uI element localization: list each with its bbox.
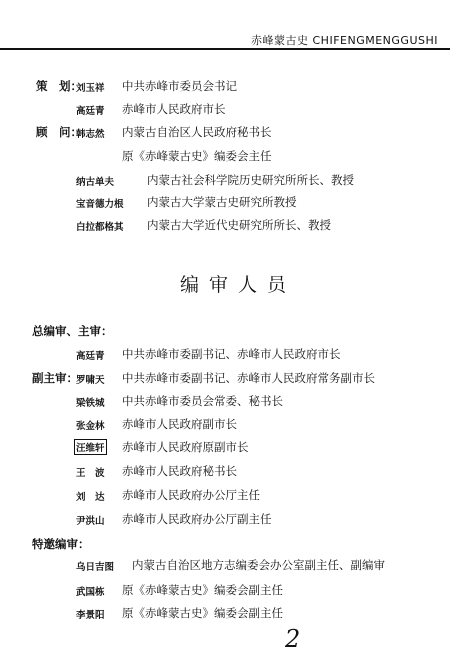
chief-editor-name: 高廷青 xyxy=(76,351,105,362)
special-title-3: 原《赤峰蒙古史》编委会副主任 xyxy=(122,606,283,620)
deputy-title-2: 中共赤峰市委员会常委、秘书长 xyxy=(122,394,283,408)
advisor-title-4: 内蒙古大学近代史研究所所长、教授 xyxy=(147,218,331,232)
special-name-3: 李景阳 xyxy=(76,610,105,621)
deputy-title-6: 赤峰市人民政府办公厅主任 xyxy=(122,488,260,502)
deputy-name-2: 梁铁城 xyxy=(76,398,105,409)
deputy-name-5: 王 波 xyxy=(76,468,105,479)
chief-editor-label: 总编审、主审： xyxy=(32,324,113,338)
special-name-1: 乌日吉图 xyxy=(76,562,115,573)
advisor-title-1b: 原《赤峰蒙古史》编委会主任 xyxy=(122,149,272,163)
special-editor-label: 特邀编审： xyxy=(32,537,90,551)
page-number: 2 xyxy=(285,625,301,653)
deputy-title-1: 中共赤峰市委副书记、赤峰市人民政府常务副市长 xyxy=(122,371,375,385)
deputy-name-6: 刘 达 xyxy=(76,492,105,503)
advisor-name-2: 纳古单夫 xyxy=(76,177,115,188)
deputy-title-7: 赤峰市人民政府办公厅副主任 xyxy=(122,512,272,526)
editorial-heading: 编审人员 xyxy=(180,274,297,296)
deputy-name-1: 罗啸天 xyxy=(76,375,105,386)
deputy-name-4: 汪维轩 xyxy=(74,439,107,455)
deputy-name-3: 张金林 xyxy=(76,421,105,432)
special-name-2: 武国栋 xyxy=(76,587,105,598)
planning-title-2: 赤峰市人民政府市长 xyxy=(122,102,226,116)
advisor-title-2: 内蒙古社会科学院历史研究所所长、教授 xyxy=(147,173,354,187)
planning-name-2: 高廷青 xyxy=(76,106,105,117)
planning-title-1: 中共赤峰市委员会书记 xyxy=(122,79,237,93)
advisor-name-1: 韩志然 xyxy=(76,129,105,140)
advisor-name-4: 白拉都格其 xyxy=(76,222,124,233)
planning-label: 策 划： xyxy=(36,79,82,93)
deputy-title-3: 赤峰市人民政府副市长 xyxy=(122,417,237,431)
advisor-title-3: 内蒙古大学蒙古史研究所教授 xyxy=(147,195,297,209)
deputy-title-4: 赤峰市人民政府原副市长 xyxy=(122,440,249,454)
special-title-2: 原《赤峰蒙古史》编委会副主任 xyxy=(122,583,283,597)
advisor-name-3: 宝音德力根 xyxy=(76,199,124,210)
advisors-label: 顾 问： xyxy=(36,125,82,139)
deputy-editor-label: 副主审： xyxy=(32,371,78,385)
deputy-name-7: 尹洪山 xyxy=(76,516,105,527)
chief-editor-title: 中共赤峰市委副书记、赤峰市人民政府市长 xyxy=(122,347,341,361)
running-header-text: 赤峰蒙古史 CHIFENGMENGGUSHI xyxy=(251,34,438,47)
running-header xyxy=(0,28,450,50)
advisor-title-1: 内蒙古自治区人民政府秘书长 xyxy=(122,125,272,139)
deputy-title-5: 赤峰市人民政府秘书长 xyxy=(122,464,237,478)
planning-name-1: 刘玉祥 xyxy=(76,83,105,94)
special-title-1: 内蒙古自治区地方志编委会办公室副主任、副编审 xyxy=(132,558,385,572)
header-rule xyxy=(0,48,450,50)
